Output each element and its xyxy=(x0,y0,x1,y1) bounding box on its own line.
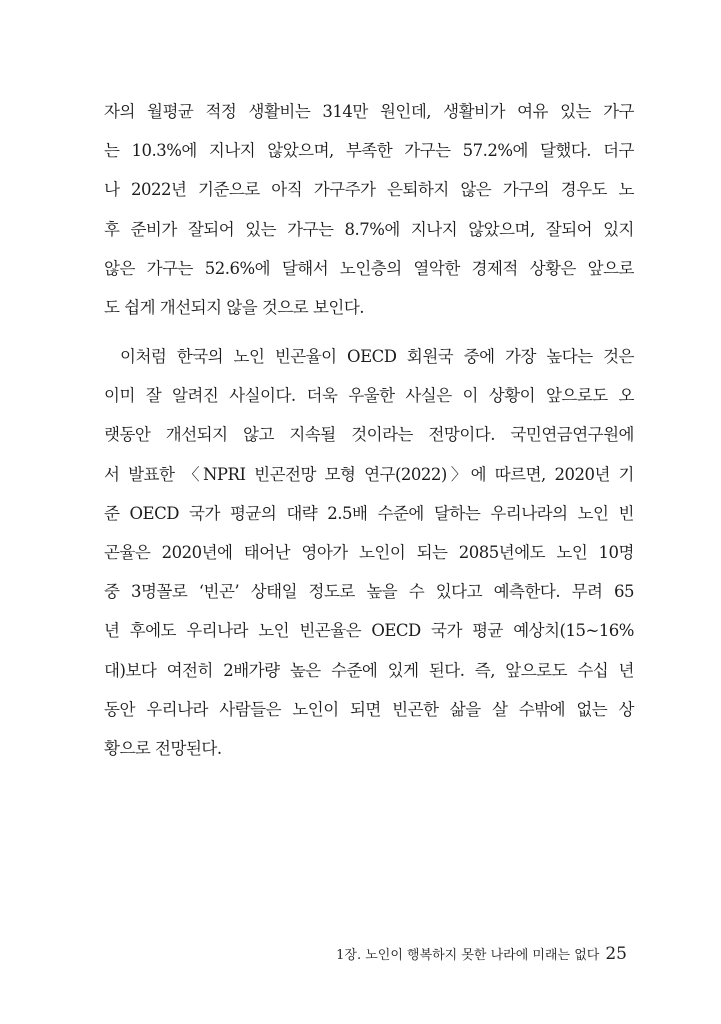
text-line: 랫동안 개선되지 않고 지속될 것이라는 전망이다. 국민연금연구원에 xyxy=(104,425,634,445)
text-line: 중 3명꼴로 ‘빈곤’ 상태일 정도로 높을 수 있다고 예측한다. 무려 65 xyxy=(104,582,634,602)
text-line: 도 쉽게 개선되지 않을 것으로 보인다. xyxy=(104,297,365,317)
text-line: 대)보다 여전히 2배가량 높은 수준에 있게 된다. 즉, 앞으로도 수십 년 xyxy=(104,660,634,680)
paragraph-2 xyxy=(104,337,634,768)
text-line: 동안 우리나라 사람들은 노인이 되면 빈곤한 삶을 살 수밖에 없는 상 xyxy=(104,699,634,719)
running-footer xyxy=(336,944,627,964)
text-line: 후 준비가 잘되어 있는 가구는 8.7%에 지나지 않았으며, 잘되어 있지 xyxy=(104,219,634,239)
page-number: 25 xyxy=(605,944,627,964)
text-line: 년 후에도 우리나라 노인 빈곤율은 OECD 국가 평균 예상치(15~16% xyxy=(104,621,634,641)
text-line: 서 발표한 〈NPRI 빈곤전망 모형 연구(2022)〉에 따르면, 2020년 기 xyxy=(104,464,634,484)
text-line: 이미 잘 알려진 사실이다. 더욱 우울한 사실은 이 상황이 앞으로도 오 xyxy=(104,386,634,406)
text-line: 않은 가구는 52.6%에 달해서 노인층의 열악한 경제적 상황은 앞으로 xyxy=(104,258,634,278)
text-line: 는 10.3%에 지나지 않았으며, 부족한 가구는 57.2%에 달했다. 더구 xyxy=(104,141,634,161)
text-line: 준 OECD 국가 평균의 대략 2.5배 수준에 달하는 우리나라의 노인 빈 xyxy=(104,503,634,523)
text-line: 나 2022년 기준으로 아직 가구주가 은퇴하지 않은 가구의 경우도 노 xyxy=(104,180,634,200)
text-line: 곤율은 2020년에 태어난 영아가 노인이 되는 2085년에도 노인 10명 xyxy=(104,542,634,562)
chapter-title: 1장. 노인이 행복하지 못한 나라에 미래는 없다 xyxy=(336,948,600,963)
text-line: 황으로 전망된다. xyxy=(104,738,222,758)
paragraph-1 xyxy=(104,92,634,327)
text-line: 이처럼 한국의 노인 빈곤율이 OECD 회원국 중에 가장 높다는 것은 xyxy=(120,347,634,366)
text-line: 자의 월평균 적정 생활비는 314만 원인데, 생활비가 여유 있는 가구 xyxy=(104,102,634,121)
